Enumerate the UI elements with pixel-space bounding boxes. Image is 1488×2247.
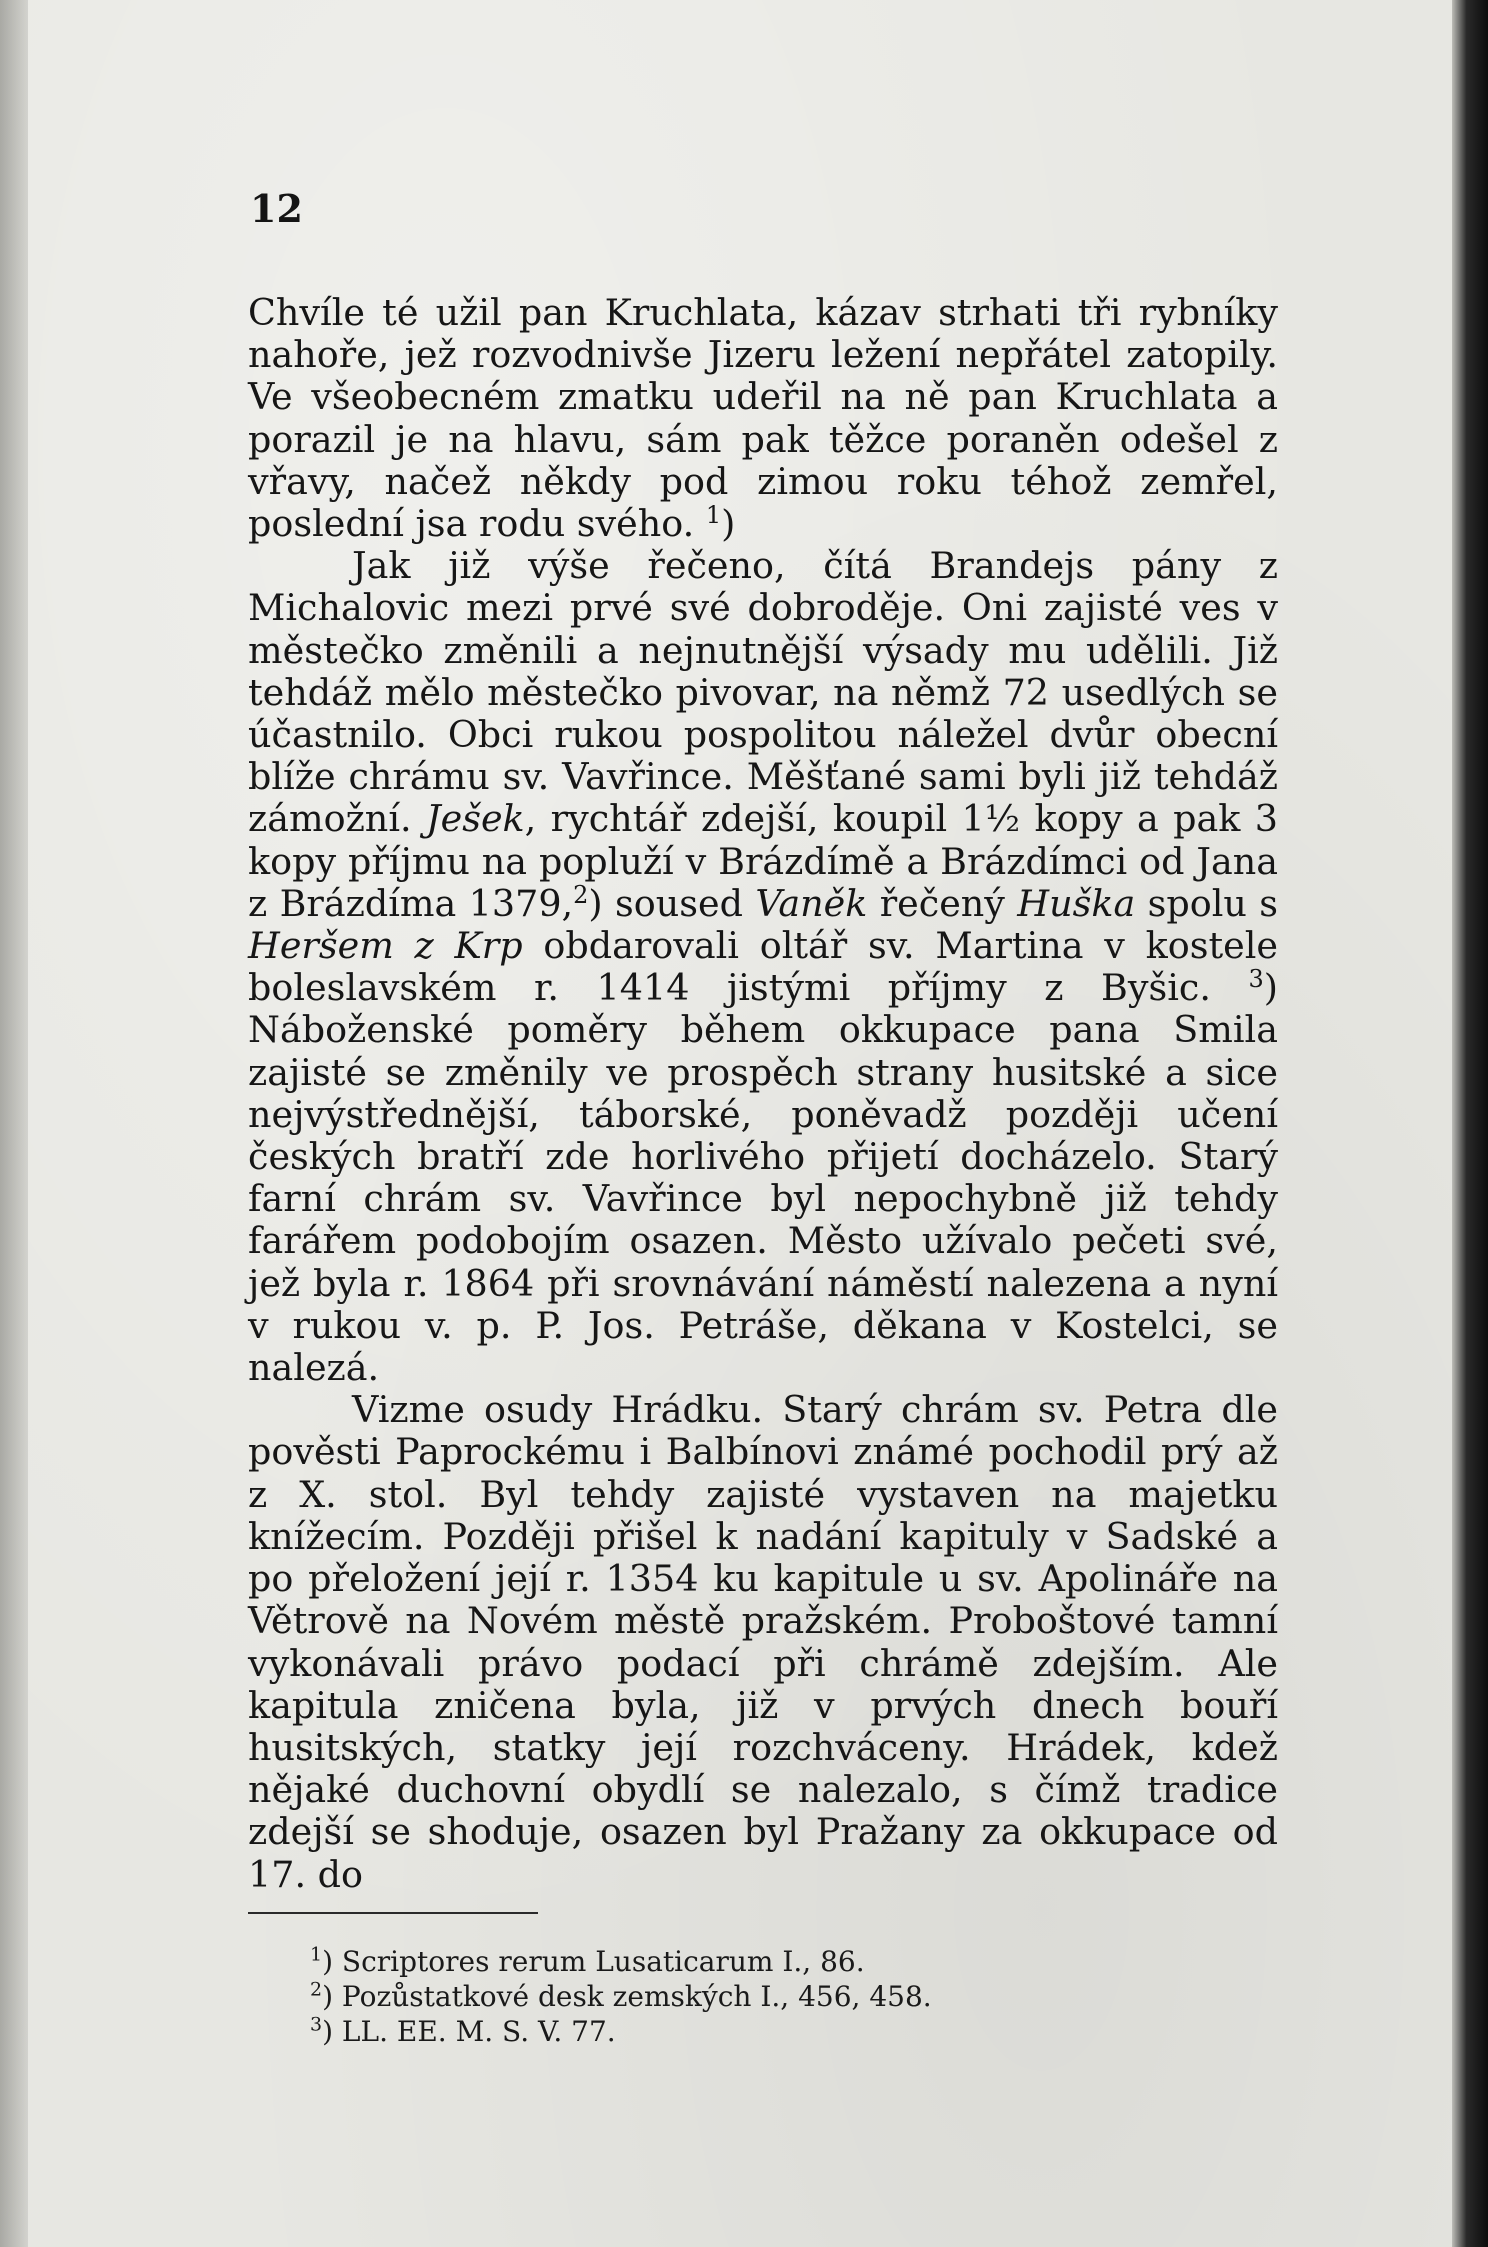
text-run: Chvíle té užil pan Kruchlata, kázav strhati tři rybníky nahoře, jež rozvodnivše Jizeru ležení nepřátel zatopily. Ve všeobecném zmatku udeřil na ně pan Kruchlata a porazil je na hlavu, sám pak těžce poraněn odešel z vřavy, načež někdy pod zimou roku téhož zemřel, poslední jsa rodu svého. [248,291,1278,546]
footnote [310,1979,1210,2014]
text-run: ) Náboženské poměry během okkupace pana Smila zajisté se změnily ve prospěch strany husitské a sice nejvýstřednější, táborské, poněvadž později učení českých bratří zde horlivého přijetí docházelo. Starý farní chrám sv. Vavřince byl nepochybně již tehdy farářem podobojím osazen. Město užívalo pečeti své, jež byla r. 1864 při srovnávání náměstí nalezena a nyní v rukou v. p. P. Jos. Petráše, děkana v Kostelci, se nalezá. [248,966,1278,1390]
footnotes [310,1944,1210,2049]
paragraph [248,545,1278,1389]
footnote [310,2014,1210,2049]
paragraph [248,292,1278,545]
body-text [248,292,1278,1896]
footnote-divider [248,1912,538,1914]
italic-name: Heršem z Krp [248,924,523,968]
italic-name: Ješek [425,797,525,841]
footnote-text: ) LL. EE. M. S. V. 77. [322,2015,616,2048]
footnote [310,1944,1210,1979]
italic-name: Vaněk [755,881,868,925]
footnote-ref: 3 [1248,965,1264,994]
text-run: Vizme osudy Hrádku. Starý chrám sv. Petra dle pověsti Paprockému i Balbínovi známé pochodil prý až z X. stol. Byl tehdy zajisté vystaven na majetku knížecím. Později přišel k nadání kapituly v Sadské a po přeložení její r. 1354 ku kapitule u sv. Apolináře na Větrově na Novém městě pražském. Proboštové tamní vykonávali právo podací při chrámě zdejším. Ale kapitula zničena byla, již v prvých dnech bouří husitských, statky její rozchváceny. Hrádek, kdež nějaké duchovní obydlí se nalezalo, s čímž tradice zdejší se shoduje, osazen byl Pražany za okkupace od 17. do [248,1388,1278,1896]
text-run: spolu s [1135,881,1278,925]
text-run: , rychtář zdejší, koupil 1½ kopy a pak 3 kopy příjmu na popluží v Brázdímě a Brázdímci od Jana z Brázdíma 1379, [248,797,1278,925]
text-run: ) [721,502,736,546]
text-run: řečený [867,881,1018,925]
text-run: Jak již výše řečeno, čítá Brandejs pány z Michalovic mezi prvé své dobroděje. Oni zajisté ves v městečko změnili a nejnutnější výsady mu udělili. Již tehdáž mělo městečko pivovar, na němž 72 usedlých se účastnilo. Obci rukou pospolitou náležel dvůr obecní blíže chrámu sv. Vavřince. Měšťané sami byli již tehdáž zámožní. [248,544,1278,841]
text-run: ) soused [588,881,756,925]
footnote-text: ) Pozůstatkové desk zemských I., 456, 458. [322,1980,932,2013]
footnote-marker: 1 [310,1943,323,1966]
footnote-marker: 3 [310,2013,323,2036]
page-number: 12 [250,186,303,231]
footnote-text: ) Scriptores rerum Lusaticarum I., 86. [322,1945,865,1978]
italic-name: Huška [1017,881,1136,925]
footnote-ref: 2 [573,880,589,909]
footnote-ref: 1 [705,500,722,529]
page-right-edge-shadow [1452,0,1488,2247]
text-run: obdarovali oltář sv. Martina v kostele boleslavském r. 1414 jistými příjmy z Byšic. [248,924,1279,1010]
page-left-edge [0,0,28,2247]
footnote-marker: 2 [310,1978,323,2001]
paragraph [248,1389,1278,1895]
